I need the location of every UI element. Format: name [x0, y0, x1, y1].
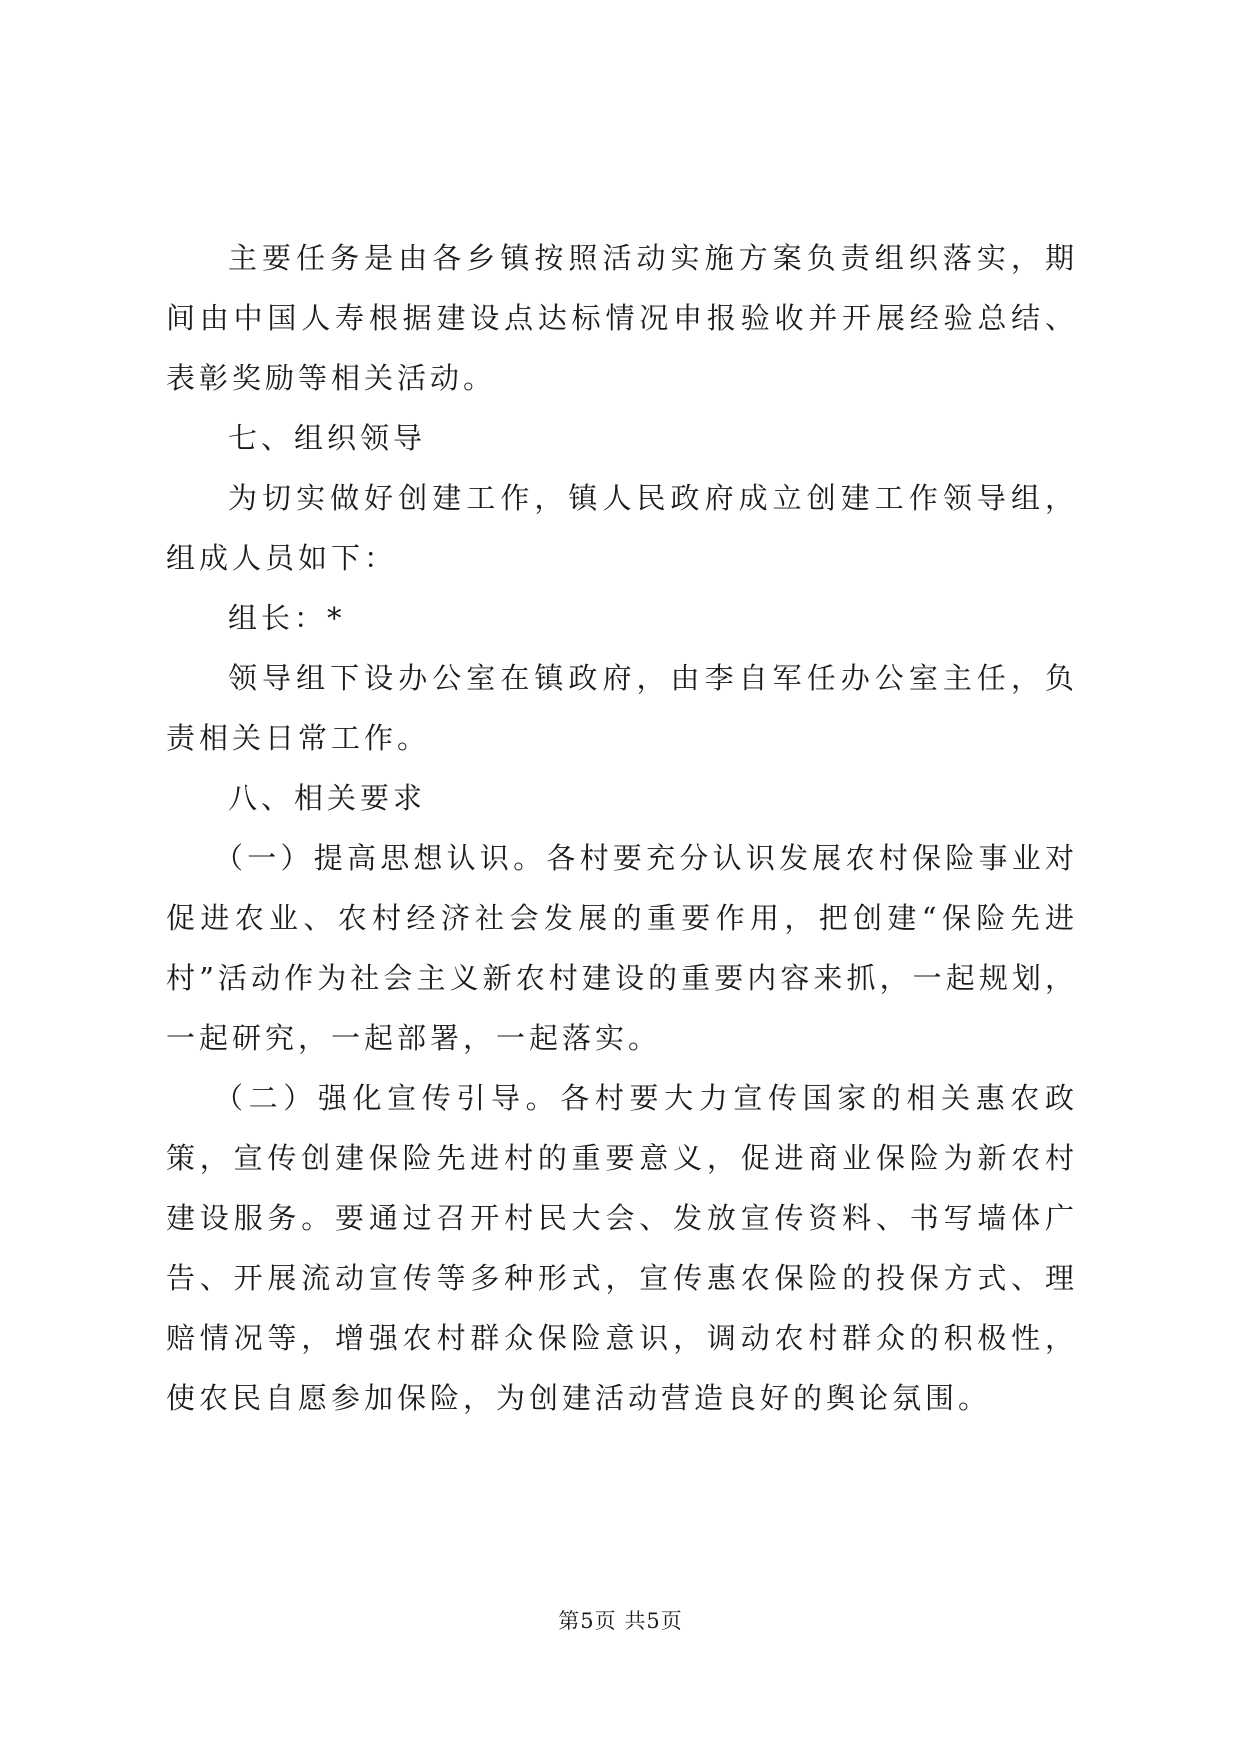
- paragraph-group-leader: 组长：*: [228, 601, 346, 635]
- document-body: [166, 228, 1078, 1428]
- heading-related-requirements: 八、相关要求: [228, 781, 427, 815]
- paragraph-requirement-2: （二）强化宣传引导。各村要大力宣传国家的相关惠农政策，宣传创建保险先进村的重要意义，促进商业保险为新农村建设服务。要通过召开村民大会、发放宣传资料、书写墙体广告、开展流动宣传等多种形式，宣传惠农保险的投保方式、理赔情况等，增强农村群众保险意识，调动农村群众的积极性，使农民自愿参加保险，为创建活动营造良好的舆论氛围。: [166, 1081, 1078, 1415]
- page-footer: 第5页 共5页: [558, 1609, 683, 1633]
- paragraph-main-tasks: 主要任务是由各乡镇按照活动实施方案负责组织落实，期间由中国人寿根据建设点达标情况申报验收并开展经验总结、表彰奖励等相关活动。: [166, 241, 1078, 395]
- paragraph-leading-group: 为切实做好创建工作，镇人民政府成立创建工作领导组，组成人员如下：: [166, 481, 1078, 575]
- heading-organization-leadership: 七、组织领导: [228, 421, 427, 455]
- paragraph-office: 领导组下设办公室在镇政府，由李自军任办公室主任，负责相关日常工作。: [166, 661, 1078, 755]
- paragraph-requirement-1: （一）提高思想认识。各村要充分认识发展农村保险事业对促进农业、农村经济社会发展的重要作用，把创建“保险先进村”活动作为社会主义新农村建设的重要内容来抓，一起规划，一起研究，一起部署，一起落实。: [166, 841, 1078, 1055]
